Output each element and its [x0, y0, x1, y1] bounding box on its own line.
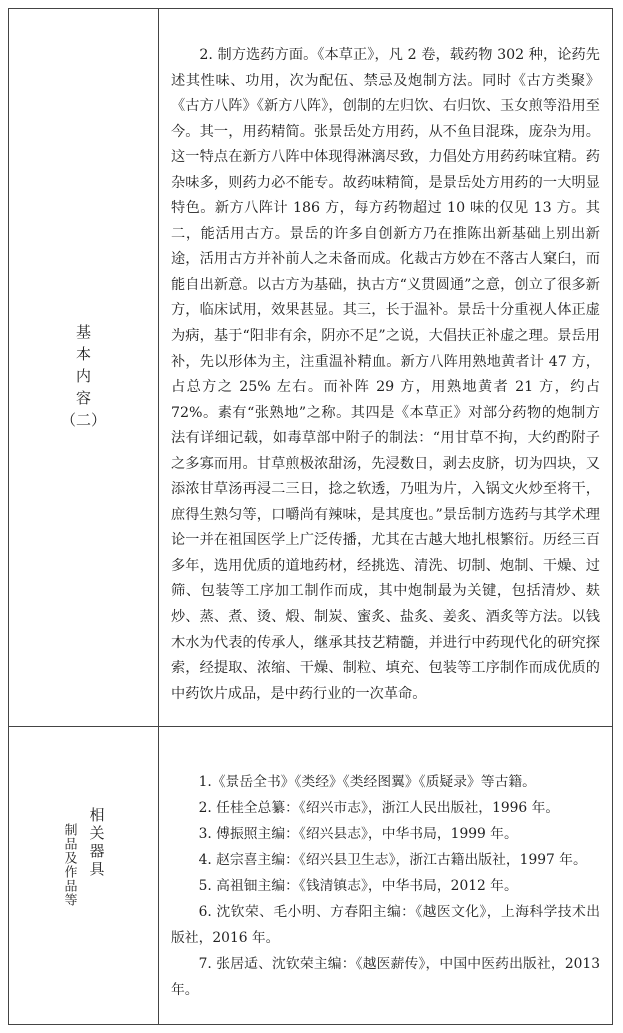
row-label-related-tools [9, 807, 158, 937]
label-char: （二） [60, 411, 106, 429]
label-main-column: 相关器具 [87, 807, 106, 879]
reference-item: 3. 傅振照主编：《绍兴县志》，中华书局，1999 年。 [198, 826, 518, 842]
document-table [8, 8, 613, 1025]
label-char: 容 [75, 389, 91, 407]
reference-item: 2. 任桂全总纂：《绍兴市志》，浙江人民出版社，1996 年。 [198, 800, 560, 816]
row-label-cell [9, 727, 159, 1024]
label-sub-column: 制品及作品等 [61, 823, 77, 907]
label-char: 内 [75, 367, 91, 385]
reference-list [171, 769, 600, 1003]
reference-item: 7. 张居适、沈钦荣主编：《越医薪传》，中国中医药出版社，2013 年。 [171, 956, 600, 998]
reference-item: 1.《景岳全书》《类经》《类经图翼》《质疑录》等古籍。 [198, 774, 536, 790]
table-row-related-tools [9, 727, 612, 1024]
row-content-cell [159, 727, 612, 1024]
reference-item: 5. 高祖钿主编：《钱清镇志》，中华书局，2012 年。 [198, 878, 518, 894]
row-label-cell [9, 9, 159, 726]
label-char: 基 [75, 323, 91, 341]
label-char: 本 [75, 345, 91, 363]
reference-item: 4. 赵宗喜主编：《绍兴县卫生志》，浙江古籍出版社，1997 年。 [198, 852, 587, 868]
table-row-basic-content [9, 9, 612, 727]
reference-item: 6. 沈钦荣、毛小明、方春阳主编：《越医文化》，上海科学技术出版社，2016 年。 [171, 904, 600, 946]
row-content-cell [159, 9, 612, 726]
row-label-basic-content [9, 321, 158, 431]
body-paragraph: 2. 制方选药方面。《本草正》，凡 2 卷，载药物 302 种，论药先述其性味、功用，次为配伍、禁忌及炮制方法。同时《古方类聚》《古方八阵》《新方八阵》，创制的左归饮、右归饮、玉女煎等沿用至今。其一，用药精简。张景岳处方用药，从不鱼目混珠，庞杂为用。这一特点在新方八阵中体现得淋漓尽致，力倡处方用药药味宜精。药杂味多，则药力必不能专。故药味精简，是景岳处方用药的一大明显特色。新方八阵计 186 方，每方药物超过 10 味的仅见 13 方。其二，能活用古方。景岳的许多自创新方乃在推陈出新基础上别出新途，活用古方并补前人之未备而成。化裁古方妙在不落古人窠臼，而能自出新意。以古方为基础，执古方“义贯圆通”之意，创立了很多新方，临床试用，效果甚显。其三，长于温补。景岳十分重视人体正虚为病，基于“阳非有余，阴亦不足”之说，大倡扶正补虚之理。景岳用补，先以形体为主，注重温补精血。新方八阵用熟地黄者计 47 方，占总方之 25% 左右。而补阵 29 方，用熟地黄者 21 方，约占 72%。素有“张熟地”之称。其四是《本草正》对部分药物的炮制方法有详细记载，如毒草部中附子的制法：“用甘草不拘，大约酌附子之多寡而用。甘草煎极浓甜汤，先浸数日，剥去皮脐，切为四块，又添浓甘草汤再浸二三日，捻之软透，乃咀为片，入锅文火炒至将干，庶得生熟匀等，口嚼尚有辣味，是其度也。”景岳制方选药与其学术理论一并在祖国医学上广泛传播，尤其在古越大地扎根繁衍。历经三百多年，选用优质的道地药材，经挑选、清洗、切制、炮制、干燥、过筛、包装等工序加工制作而成，其中炮制最为关键，包括清炒、麸炒、蒸、煮、烫、煅、制炭、蜜炙、盐炙、姜炙、酒炙等方法。以钱木水为代表的传承人，继承其技艺精髓，并进行中药现代化的研究探索，经提取、浓缩、干燥、制粒、填充、包装等工序制作而成优质的中药饮片成品，是中药行业的一次革命。 [171, 47, 600, 702]
